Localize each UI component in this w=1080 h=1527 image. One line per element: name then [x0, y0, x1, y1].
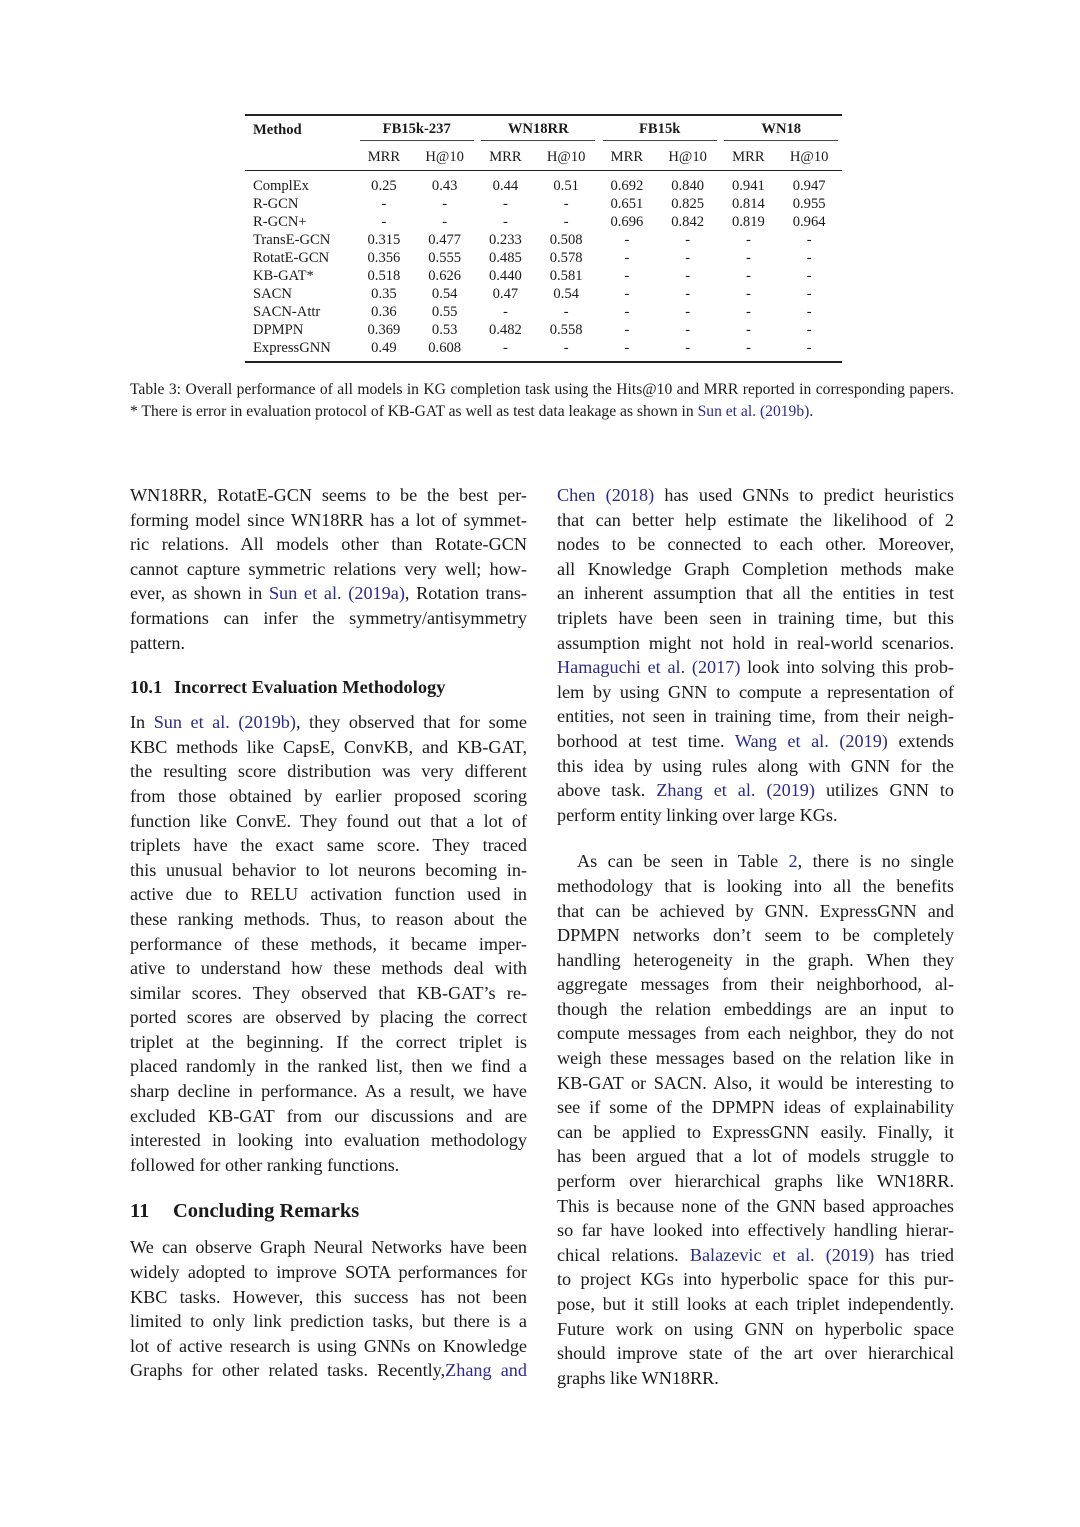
table-caption — [130, 379, 954, 422]
table-row — [245, 171, 842, 196]
value-cell: - — [624, 340, 630, 356]
header-metric: H@10 — [533, 144, 599, 171]
text-line: should improve state of the art over hierarchical — [557, 1343, 954, 1364]
header-empty — [245, 144, 356, 171]
citation-balazevic-2019-link[interactable]: Balazevic et al. (2019) — [689, 1244, 875, 1265]
value-cell: 0.825 — [671, 196, 705, 212]
header-metric: MRR — [720, 144, 776, 171]
text-line: ric relations. All models other than Rotate-GCN — [130, 534, 527, 555]
value-cell: - — [563, 340, 569, 356]
method-cell: R-GCN+ — [253, 214, 307, 230]
value-cell: 0.518 — [367, 268, 401, 284]
value-cell: - — [745, 304, 751, 320]
value-cell: - — [624, 286, 630, 302]
text-line: has been argued that a lot of models struggle to — [557, 1146, 954, 1167]
value-cell: 0.955 — [792, 196, 826, 212]
value-cell: - — [502, 214, 508, 230]
value-cell: - — [624, 304, 630, 320]
value-cell: - — [806, 250, 812, 266]
value-cell: 0.482 — [488, 322, 522, 338]
citation-wang-2019-link[interactable]: Wang et al. (2019) — [734, 730, 888, 751]
text-line: In Sun et al. (2019b), they observed that for some — [130, 712, 528, 733]
text-line: an inherent assumption that all the entities in test — [557, 583, 954, 604]
text-line: forming model since WN18RR has a lot of symmet- — [130, 509, 527, 530]
text-line: triplets have been seen in training time, but this — [557, 607, 954, 628]
text-line: this unusual behavior to lot neurons becoming in- — [130, 859, 527, 880]
value-cell: - — [624, 322, 630, 338]
method-cell: KB-GAT* — [253, 268, 314, 284]
text-line: limited to only link prediction tasks, but there is a — [130, 1311, 527, 1332]
value-cell: 0.51 — [553, 178, 579, 194]
value-cell: - — [381, 214, 387, 230]
value-cell: 0.35 — [371, 286, 397, 302]
text-line: methodology that is looking into all the benefits — [557, 875, 954, 896]
value-cell: 0.315 — [367, 232, 401, 248]
header-metric: MRR — [477, 144, 533, 171]
text-line: handling heterogeneity in the graph. When they — [557, 949, 954, 970]
value-cell: - — [745, 268, 751, 284]
text-line: perform entity linking over large KGs. — [557, 804, 838, 825]
text-line: ported scores are observed by placing the correct — [130, 1007, 527, 1028]
text-line: widely adopted to improve SOTA performances for — [130, 1262, 527, 1283]
text-line: We can observe Graph Neural Networks have been — [130, 1237, 527, 1258]
table-row — [245, 267, 842, 285]
text-line: triplets have the exact same score. They traced — [130, 835, 527, 856]
header-metric: H@10 — [776, 144, 842, 171]
value-cell: 0.55 — [431, 304, 458, 320]
value-cell: 0.581 — [549, 268, 583, 284]
method-cell: SACN — [253, 286, 292, 302]
method-cell: RotatE-GCN — [253, 250, 330, 266]
value-cell: 0.43 — [431, 178, 458, 194]
text-line: Graphs for other related tasks. Recently,Zhang and — [130, 1360, 527, 1381]
text-line: can be applied to ExpressGNN easily. Finally, it — [557, 1121, 954, 1142]
value-cell: 0.558 — [549, 322, 583, 338]
value-cell: - — [806, 268, 812, 284]
text-line: performance of these methods, it became imper- — [130, 933, 527, 954]
right-column — [557, 483, 954, 1390]
paragraph-discussion — [557, 849, 954, 1390]
table-row — [245, 285, 842, 303]
value-cell: 0.53 — [431, 322, 458, 338]
value-cell: - — [745, 286, 751, 302]
value-cell: - — [442, 214, 448, 230]
text-line: compute messages from each neighbor, they do not — [557, 1023, 954, 1044]
left-column — [130, 483, 527, 1383]
text-line: WN18RR, RotatE-GCN seems to be the best per- — [130, 485, 527, 505]
value-cell: - — [563, 196, 569, 212]
text-line: excluded KB-GAT from our discussions and are — [130, 1105, 527, 1126]
text-line: see if some of the DPMPN ideas of explainability — [557, 1097, 954, 1118]
text-line: sharp decline in performance. As a result, we have — [130, 1081, 527, 1102]
text-line: active due to RELU activation function used in — [130, 884, 527, 905]
text-line: weigh these messages based on the relation like in — [557, 1048, 954, 1069]
value-cell: 0.696 — [610, 214, 644, 230]
value-cell: - — [624, 250, 630, 266]
text-line: similar scores. They observed that KB-GAT’s re- — [130, 982, 527, 1003]
value-cell: 0.842 — [671, 214, 705, 230]
text-line: Future work on using GNN on hyperbolic space — [557, 1318, 954, 1339]
value-cell: - — [685, 232, 691, 248]
text-line: pattern. — [130, 632, 186, 653]
results-table — [245, 114, 842, 363]
text-line: lem by using GNN to compute a representation of — [557, 681, 954, 702]
method-cell: DPMPN — [253, 322, 304, 338]
value-cell: - — [685, 250, 691, 266]
paragraph-evaluation — [130, 710, 527, 1177]
value-cell: - — [502, 304, 508, 320]
value-cell: - — [745, 322, 751, 338]
value-cell: 0.508 — [549, 232, 583, 248]
value-cell: 0.25 — [371, 178, 397, 194]
method-cell: R-GCN — [253, 196, 299, 212]
text-line: the resulting score distribution was very different — [130, 761, 527, 782]
value-cell: - — [745, 232, 751, 248]
text-line: that can be achieved by GNN. ExpressGNN and — [557, 900, 954, 921]
text-line: borhood at test time. Wang et al. (2019) extends — [557, 730, 954, 751]
text-line: perform over hierarchical graphs like WN18RR. — [557, 1171, 954, 1192]
value-cell: 0.814 — [731, 196, 765, 212]
text-line: pose, but it still looks at each triplet independently. — [557, 1294, 954, 1314]
text-line: cannot capture symmetric relations very well; how- — [130, 558, 527, 579]
value-cell: 0.49 — [371, 340, 397, 356]
value-cell: 0.47 — [492, 286, 519, 302]
text-line: all Knowledge Graph Completion methods make — [557, 558, 954, 579]
text-line: Chen (2018) has used GNNs to predict heuristics — [557, 485, 954, 505]
value-cell: 0.356 — [367, 250, 401, 266]
value-cell: - — [806, 232, 812, 248]
paragraph-concluding — [130, 1235, 527, 1383]
header-dataset-wn18: WN18 — [720, 115, 842, 144]
value-cell: - — [442, 196, 448, 212]
caption-text: Overall performance of all models in KG completion task using the Hits@10 and MRR reported in corresponding papers. * There is error in evaluation protocol of KB-GAT as well as test data leakage as shown in — [130, 381, 954, 420]
value-cell: - — [806, 322, 812, 338]
text-line: from those obtained by earlier proposed scoring — [130, 785, 527, 806]
value-cell: 0.692 — [610, 178, 644, 194]
value-cell: 0.840 — [671, 178, 705, 194]
header-method: Method — [253, 122, 302, 138]
method-cell: TransE-GCN — [253, 232, 331, 248]
value-cell: 0.54 — [431, 286, 458, 302]
text-line: This is because none of the GNN based approaches — [557, 1195, 954, 1216]
header-metric: H@10 — [412, 144, 478, 171]
text-line: KBC methods like CapsE, ConvKB, and KB-GAT, — [130, 736, 527, 757]
text-line: followed for other ranking functions. — [130, 1154, 400, 1175]
text-line: DPMPN networks don’t seem to be completely — [557, 925, 954, 946]
header-metric: H@10 — [655, 144, 721, 171]
text-line: ative to understand how these methods deal with — [130, 958, 527, 979]
value-cell: - — [745, 250, 751, 266]
text-line: chical relations. Balazevic et al. (2019) has tried — [557, 1244, 955, 1265]
value-cell: 0.477 — [428, 232, 462, 248]
header-dataset-wn18rr: WN18RR — [477, 115, 598, 144]
value-cell: 0.626 — [428, 268, 462, 284]
value-cell: 0.819 — [731, 214, 765, 230]
text-line: ever, as shown in Sun et al. (2019a), Rotation trans- — [130, 583, 527, 604]
value-cell: 0.947 — [792, 178, 826, 194]
value-cell: 0.36 — [371, 304, 397, 320]
caption-label: Table 3: — [130, 381, 181, 398]
text-line: interested in looking into evaluation methodology — [130, 1130, 527, 1151]
text-line: above task. Zhang et al. (2019) utilizes GNN to — [557, 780, 954, 801]
text-line: Hamaguchi et al. (2017) look into solving this prob- — [557, 657, 954, 678]
value-cell: 0.54 — [553, 286, 579, 302]
value-cell: - — [685, 340, 691, 356]
value-cell: - — [685, 322, 691, 338]
table-body — [245, 171, 842, 363]
text-line: KB-GAT or SACN. Also, it would be interesting to — [557, 1072, 954, 1093]
value-cell: 0.485 — [488, 250, 522, 266]
method-cell: ComplEx — [253, 178, 309, 194]
table-row — [245, 195, 842, 213]
value-cell: - — [502, 196, 508, 212]
caption-citation-link[interactable]: Sun et al. (2019b) — [697, 402, 810, 420]
citation-sun-2019a-link[interactable]: Sun et al. (2019a) — [268, 583, 405, 604]
results-table-container — [245, 114, 842, 363]
table-row — [245, 249, 842, 267]
value-cell: - — [624, 232, 630, 248]
method-cell: ExpressGNN — [253, 340, 331, 356]
text-line: to project KGs into hyperbolic space for this pur- — [557, 1269, 954, 1290]
text-line: nodes to be connected to each other. Moreover, — [557, 534, 954, 555]
section-heading-10-1: 10.1 Incorrect Evaluation Methodology — [130, 677, 446, 698]
text-line: entities, not seen in training time, from their neigh- — [557, 706, 954, 727]
citation-sun-2019b-link[interactable]: Sun et al. (2019b) — [153, 712, 296, 733]
value-cell: 0.440 — [488, 268, 522, 284]
value-cell: - — [806, 304, 812, 320]
table-row — [245, 213, 842, 231]
text-line: though the relation embeddings are an input to — [557, 998, 954, 1019]
value-cell: 0.44 — [492, 178, 519, 194]
value-cell: 0.555 — [428, 250, 462, 266]
value-cell: 0.964 — [792, 214, 826, 230]
header-metric: MRR — [599, 144, 655, 171]
section-heading-11: 11 Concluding Remarks — [130, 1200, 360, 1223]
text-line: triplet at the beginning. If the correct triplet is — [130, 1031, 527, 1052]
table-row — [245, 303, 842, 321]
paragraph-rotate-gcn — [130, 483, 527, 655]
table-row — [245, 231, 842, 249]
table-2-ref-link[interactable]: 2 — [788, 851, 798, 872]
text-line: that can better help estimate the likelihood of 2 — [557, 509, 954, 530]
text-line: so far have looked into effectively handling hierar- — [557, 1220, 954, 1241]
value-cell: 0.608 — [428, 340, 462, 356]
text-line: this idea by using rules along with GNN for the — [557, 755, 954, 776]
value-cell: 0.369 — [367, 322, 401, 338]
citation-chen-2018-link[interactable]: Chen (2018) — [557, 485, 655, 505]
header-metric: MRR — [356, 144, 412, 171]
value-cell: - — [624, 268, 630, 284]
table-header-metrics — [245, 144, 842, 171]
text-line: graphs like WN18RR. — [557, 1367, 719, 1388]
header-dataset-fb15k237: FB15k-237 — [356, 115, 477, 144]
value-cell: - — [745, 340, 751, 356]
text-line: these ranking methods. Thus, to reason about the — [130, 908, 527, 929]
value-cell: - — [685, 286, 691, 302]
table-row — [245, 339, 842, 362]
method-cell: SACN-Attr — [253, 304, 321, 320]
value-cell: - — [381, 196, 387, 212]
caption-end: . — [809, 402, 814, 420]
text-line: formations can infer the symmetry/antisymmetry — [130, 607, 527, 628]
value-cell: - — [502, 340, 508, 356]
text-line: KBC tasks. However, this success has not been — [130, 1286, 527, 1307]
value-cell: - — [806, 286, 812, 302]
text-line: lot of active research is using GNNs on Knowledge — [130, 1335, 527, 1356]
table-header-datasets — [245, 115, 842, 144]
text-line: aggregate messages from their neighborhood, al- — [557, 974, 954, 995]
header-dataset-fb15k: FB15k — [599, 115, 720, 144]
text-line: placed randomly in the ranked list, then we find a — [130, 1056, 527, 1077]
value-cell: - — [563, 304, 569, 320]
citation-hamaguchi-2017-link[interactable]: Hamaguchi et al. (2017) — [557, 657, 741, 678]
value-cell: 0.578 — [549, 250, 583, 266]
text-line: As can be seen in Table 2, there is no single — [577, 851, 954, 872]
paragraph-related-tasks — [557, 483, 954, 827]
citation-zhang-chen-link[interactable]: Zhang and — [445, 1360, 527, 1381]
citation-zhang-2019-link[interactable]: Zhang et al. (2019) — [656, 780, 815, 801]
value-cell: - — [685, 304, 691, 320]
value-cell: - — [806, 340, 812, 356]
value-cell: - — [563, 214, 569, 230]
table-row — [245, 321, 842, 339]
value-cell: - — [685, 268, 691, 284]
value-cell: 0.233 — [488, 232, 522, 248]
value-cell: 0.651 — [610, 196, 644, 212]
text-line: function like ConvE. They found out that a lot of — [130, 810, 527, 831]
value-cell: 0.941 — [731, 178, 765, 194]
text-line: assumption might not hold in real-world scenarios. — [557, 632, 954, 653]
